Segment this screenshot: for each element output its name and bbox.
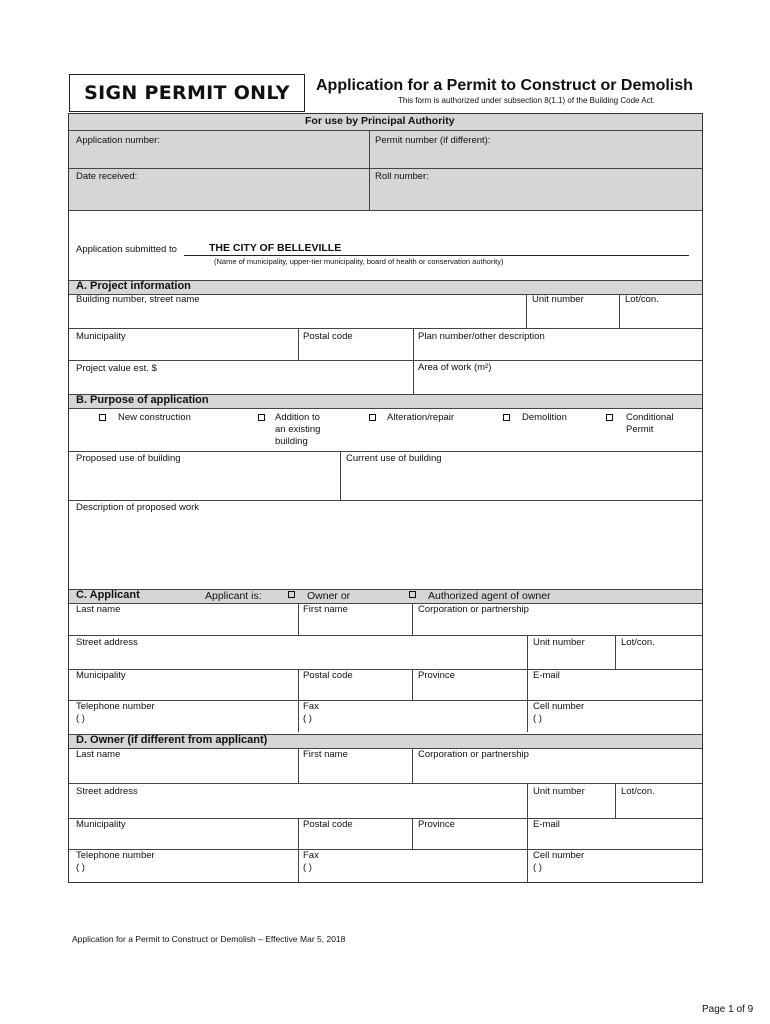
owner-first-name-label: First name bbox=[303, 749, 348, 760]
applicant-agent-checkbox[interactable] bbox=[409, 591, 416, 598]
description-label: Description of proposed work bbox=[76, 502, 200, 513]
date-received-label: Date received: bbox=[76, 171, 138, 182]
municipality-label: Municipality bbox=[76, 331, 126, 342]
owner-email-label: E-mail bbox=[533, 819, 560, 830]
alteration-checkbox[interactable] bbox=[369, 414, 376, 421]
owner-telephone-paren[interactable]: ( ) bbox=[76, 862, 85, 873]
applicant-cell-label: Cell number bbox=[533, 701, 585, 712]
principal-authority-shading bbox=[69, 114, 702, 210]
applicant-province-label: Province bbox=[418, 670, 455, 681]
demolition-checkbox[interactable] bbox=[503, 414, 510, 421]
section-b-heading: B. Purpose of application bbox=[76, 394, 209, 406]
applicant-lot-con-label: Lot/con. bbox=[621, 637, 655, 648]
project-value-label: Project value est. $ bbox=[76, 363, 157, 374]
owner-street-label: Street address bbox=[76, 786, 138, 797]
plan-number-label: Plan number/other description bbox=[418, 331, 545, 342]
new-construction-label: New construction bbox=[118, 412, 191, 423]
applicant-first-name-label: First name bbox=[303, 604, 348, 615]
demolition-label: Demolition bbox=[522, 412, 567, 423]
applicant-fax-paren[interactable]: ( ) bbox=[303, 713, 312, 724]
submitted-to-note: (Name of municipality, upper-tier municipality, board of health or conservation authority) bbox=[214, 257, 504, 266]
applicant-owner-label: Owner or bbox=[307, 590, 351, 602]
unit-number-label: Unit number bbox=[532, 294, 584, 305]
conditional-permit-checkbox[interactable] bbox=[606, 414, 613, 421]
permit-number-label: Permit number (if different): bbox=[375, 135, 491, 146]
section-c-header-bar bbox=[69, 589, 702, 603]
building-street-label: Building number, street name bbox=[76, 294, 200, 305]
form-title: Application for a Permit to Construct or Demolish bbox=[316, 77, 693, 94]
permit-form bbox=[68, 113, 703, 883]
owner-last-name-label: Last name bbox=[76, 749, 121, 760]
owner-province-label: Province bbox=[418, 819, 455, 830]
owner-cell-label: Cell number bbox=[533, 850, 585, 861]
form-subtitle: This form is authorized under subsection 8(1.1) of the Building Code Act. bbox=[398, 96, 656, 105]
principal-authority-heading: For use by Principal Authority bbox=[305, 115, 455, 127]
applicant-unit-label: Unit number bbox=[533, 637, 585, 648]
applicant-owner-checkbox[interactable] bbox=[288, 591, 295, 598]
conditional-label-line1: Conditional bbox=[626, 412, 674, 423]
owner-telephone-label: Telephone number bbox=[76, 850, 155, 861]
applicant-is-label: Applicant is: bbox=[205, 590, 262, 602]
page-number: Page 1 of 9 bbox=[702, 1004, 754, 1015]
section-c-heading: C. Applicant bbox=[76, 589, 140, 601]
addition-label-line1: Addition to bbox=[275, 412, 320, 423]
applicant-postal-label: Postal code bbox=[303, 670, 353, 681]
applicant-email-label: E-mail bbox=[533, 670, 560, 681]
applicant-last-name-label: Last name bbox=[76, 604, 121, 615]
conditional-label-line2: Permit bbox=[626, 424, 654, 435]
sign-permit-badge: SIGN PERMIT ONLY bbox=[69, 74, 305, 112]
new-construction-checkbox[interactable] bbox=[99, 414, 106, 421]
applicant-telephone-paren[interactable]: ( ) bbox=[76, 713, 85, 724]
addition-checkbox[interactable] bbox=[258, 414, 265, 421]
section-d-heading: D. Owner (if different from applicant) bbox=[76, 734, 268, 746]
section-a-heading: A. Project information bbox=[76, 280, 191, 292]
lot-con-label: Lot/con. bbox=[625, 294, 659, 305]
owner-cell-paren[interactable]: ( ) bbox=[533, 862, 542, 873]
applicant-street-label: Street address bbox=[76, 637, 138, 648]
applicant-agent-label: Authorized agent of owner bbox=[428, 590, 551, 602]
owner-municipality-label: Municipality bbox=[76, 819, 126, 830]
alteration-label: Alteration/repair bbox=[387, 412, 455, 423]
submitted-to-municipality[interactable]: THE CITY OF BELLEVILLE bbox=[209, 242, 342, 254]
area-of-work-label: Area of work (m²) bbox=[418, 362, 492, 373]
roll-number-label: Roll number: bbox=[375, 171, 429, 182]
applicant-fax-label: Fax bbox=[303, 701, 319, 712]
applicant-municipality-label: Municipality bbox=[76, 670, 126, 681]
owner-corporation-label: Corporation or partnership bbox=[418, 749, 529, 760]
applicant-telephone-label: Telephone number bbox=[76, 701, 155, 712]
submitted-to-label: Application submitted to bbox=[76, 244, 177, 255]
addition-label-line3: building bbox=[275, 436, 308, 447]
addition-label-line2: an existing bbox=[275, 424, 321, 435]
proposed-use-label: Proposed use of building bbox=[76, 453, 181, 464]
owner-unit-label: Unit number bbox=[533, 786, 585, 797]
owner-fax-label: Fax bbox=[303, 850, 319, 861]
owner-lot-con-label: Lot/con. bbox=[621, 786, 655, 797]
owner-postal-label: Postal code bbox=[303, 819, 353, 830]
applicant-cell-paren[interactable]: ( ) bbox=[533, 713, 542, 724]
application-number-label: Application number: bbox=[76, 135, 160, 146]
current-use-label: Current use of building bbox=[346, 453, 442, 464]
postal-code-label: Postal code bbox=[303, 331, 353, 342]
footer-text: Application for a Permit to Construct or Demolish – Effective Mar 5, 2018 bbox=[72, 934, 346, 944]
applicant-corporation-label: Corporation or partnership bbox=[418, 604, 529, 615]
owner-fax-paren[interactable]: ( ) bbox=[303, 862, 312, 873]
